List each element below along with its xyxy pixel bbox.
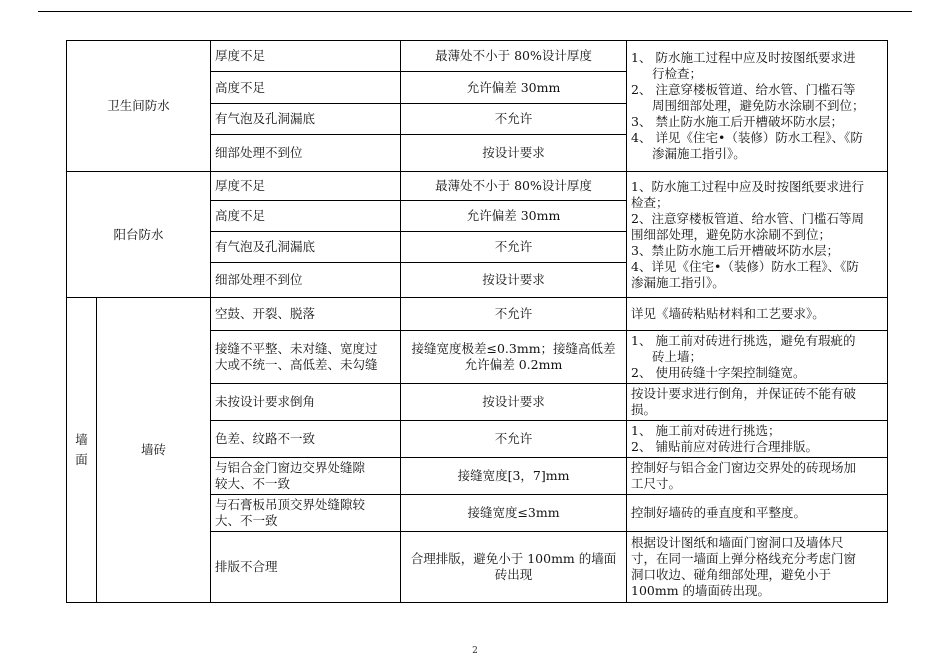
- item-cell: 与铝合金门窗边交界处缝隙 较大、不一致: [211, 458, 401, 495]
- standard-cell: 接缝宽度≤3mm: [401, 495, 627, 532]
- measures-cell: 1、 防水施工过程中应及时按图纸要求进 行检查； 2、 注意穿楼板管道、给水管、门槛石等 周围细部处理，避免防水涂刷不到位； 3、 禁止防水施工后开槽破坏防水层； 4、 详见《住宅•（装修）防水工程》、《防 渗漏施工指引》。: [627, 41, 888, 172]
- item-cell: 高度不足: [211, 201, 401, 232]
- standard-cell: 允许偏差 30mm: [401, 72, 627, 104]
- measures-cell: 1、 施工前对砖进行挑选，避免有瑕疵的 砖上墙； 2、 使用砖缝十字架控制缝宽。: [627, 331, 888, 384]
- item-cell: 未按设计要求倒角: [211, 384, 401, 421]
- item-cell: 空鼓、开裂、脱落: [211, 298, 401, 331]
- item-cell: 细部处理不到位: [211, 135, 401, 172]
- category-cell: 墙砖: [97, 298, 211, 603]
- table-row: [67, 172, 888, 201]
- measures-cell: 1、 施工前对砖进行挑选； 2、 铺贴前应对砖进行合理排版。: [627, 421, 888, 458]
- quality-standards-table: [66, 40, 888, 603]
- standard-cell: 合理排版，避免小于 100mm 的墙面 砖出现: [401, 532, 627, 603]
- item-cell: 接缝不平整、未对缝、宽度过 大或不统一、高低差、未勾缝: [211, 331, 401, 384]
- group-char: 面: [75, 452, 88, 467]
- measures-cell: 控制好与铝合金门窗边交界处的砖现场加 工尺寸。: [627, 458, 888, 495]
- standard-cell: 按设计要求: [401, 135, 627, 172]
- group-cell-wall: [67, 298, 97, 603]
- standard-cell: 接缝宽度[3，7]mm: [401, 458, 627, 495]
- item-cell: 厚度不足: [211, 41, 401, 72]
- item-cell: 有气泡及孔洞漏底: [211, 232, 401, 263]
- measures-cell: 按设计要求进行倒角，并保证砖不能有破 损。: [627, 384, 888, 421]
- standard-cell: 按设计要求: [401, 384, 627, 421]
- item-cell: 色差、纹路不一致: [211, 421, 401, 458]
- item-cell: 细部处理不到位: [211, 263, 401, 298]
- table-row: [67, 41, 888, 72]
- standard-cell: 最薄处不小于 80%设计厚度: [401, 41, 627, 72]
- measures-cell: 控制好墙砖的垂直度和平整度。: [627, 495, 888, 532]
- standard-cell: 最薄处不小于 80%设计厚度: [401, 172, 627, 201]
- item-cell: 排版不合理: [211, 532, 401, 603]
- item-cell: 高度不足: [211, 72, 401, 104]
- standard-cell: 接缝宽度极差≤0.3mm；接缝高低差 允许偏差 0.2mm: [401, 331, 627, 384]
- standard-cell: 不允许: [401, 298, 627, 331]
- standard-cell: 不允许: [401, 421, 627, 458]
- category-cell: 阳台防水: [67, 172, 211, 298]
- table-row: [67, 298, 888, 331]
- standard-cell: 按设计要求: [401, 263, 627, 298]
- measures-cell: 根据设计图纸和墙面门窗洞口及墙体尺 寸，在同一墙面上弹分格线充分考虑门窗 洞口收边、碰角细部处理，避免小于 100mm 的墙面砖出现。: [627, 532, 888, 603]
- standard-cell: 允许偏差 30mm: [401, 201, 627, 232]
- page-number: 2: [472, 646, 478, 656]
- measures-cell: 详见《墙砖粘贴材料和工艺要求》。: [627, 298, 888, 331]
- standard-cell: 不允许: [401, 104, 627, 135]
- item-cell: 厚度不足: [211, 172, 401, 201]
- standard-cell: 不允许: [401, 232, 627, 263]
- measures-cell: 1、防水施工过程中应及时按图纸要求进行 检查； 2、注意穿楼板管道、给水管、门槛石等周 围细部处理，避免防水涂刷不到位； 3、禁止防水施工后开槽破坏防水层； 4、详见《住宅•（装修）防水工程》、《防 渗漏施工指引》。: [627, 172, 888, 298]
- category-cell: 卫生间防水: [67, 41, 211, 172]
- header-rule: [38, 11, 912, 12]
- item-cell: 与石膏板吊顶交界处缝隙较 大、不一致: [211, 495, 401, 532]
- group-char: 墙: [75, 432, 88, 447]
- item-cell: 有气泡及孔洞漏底: [211, 104, 401, 135]
